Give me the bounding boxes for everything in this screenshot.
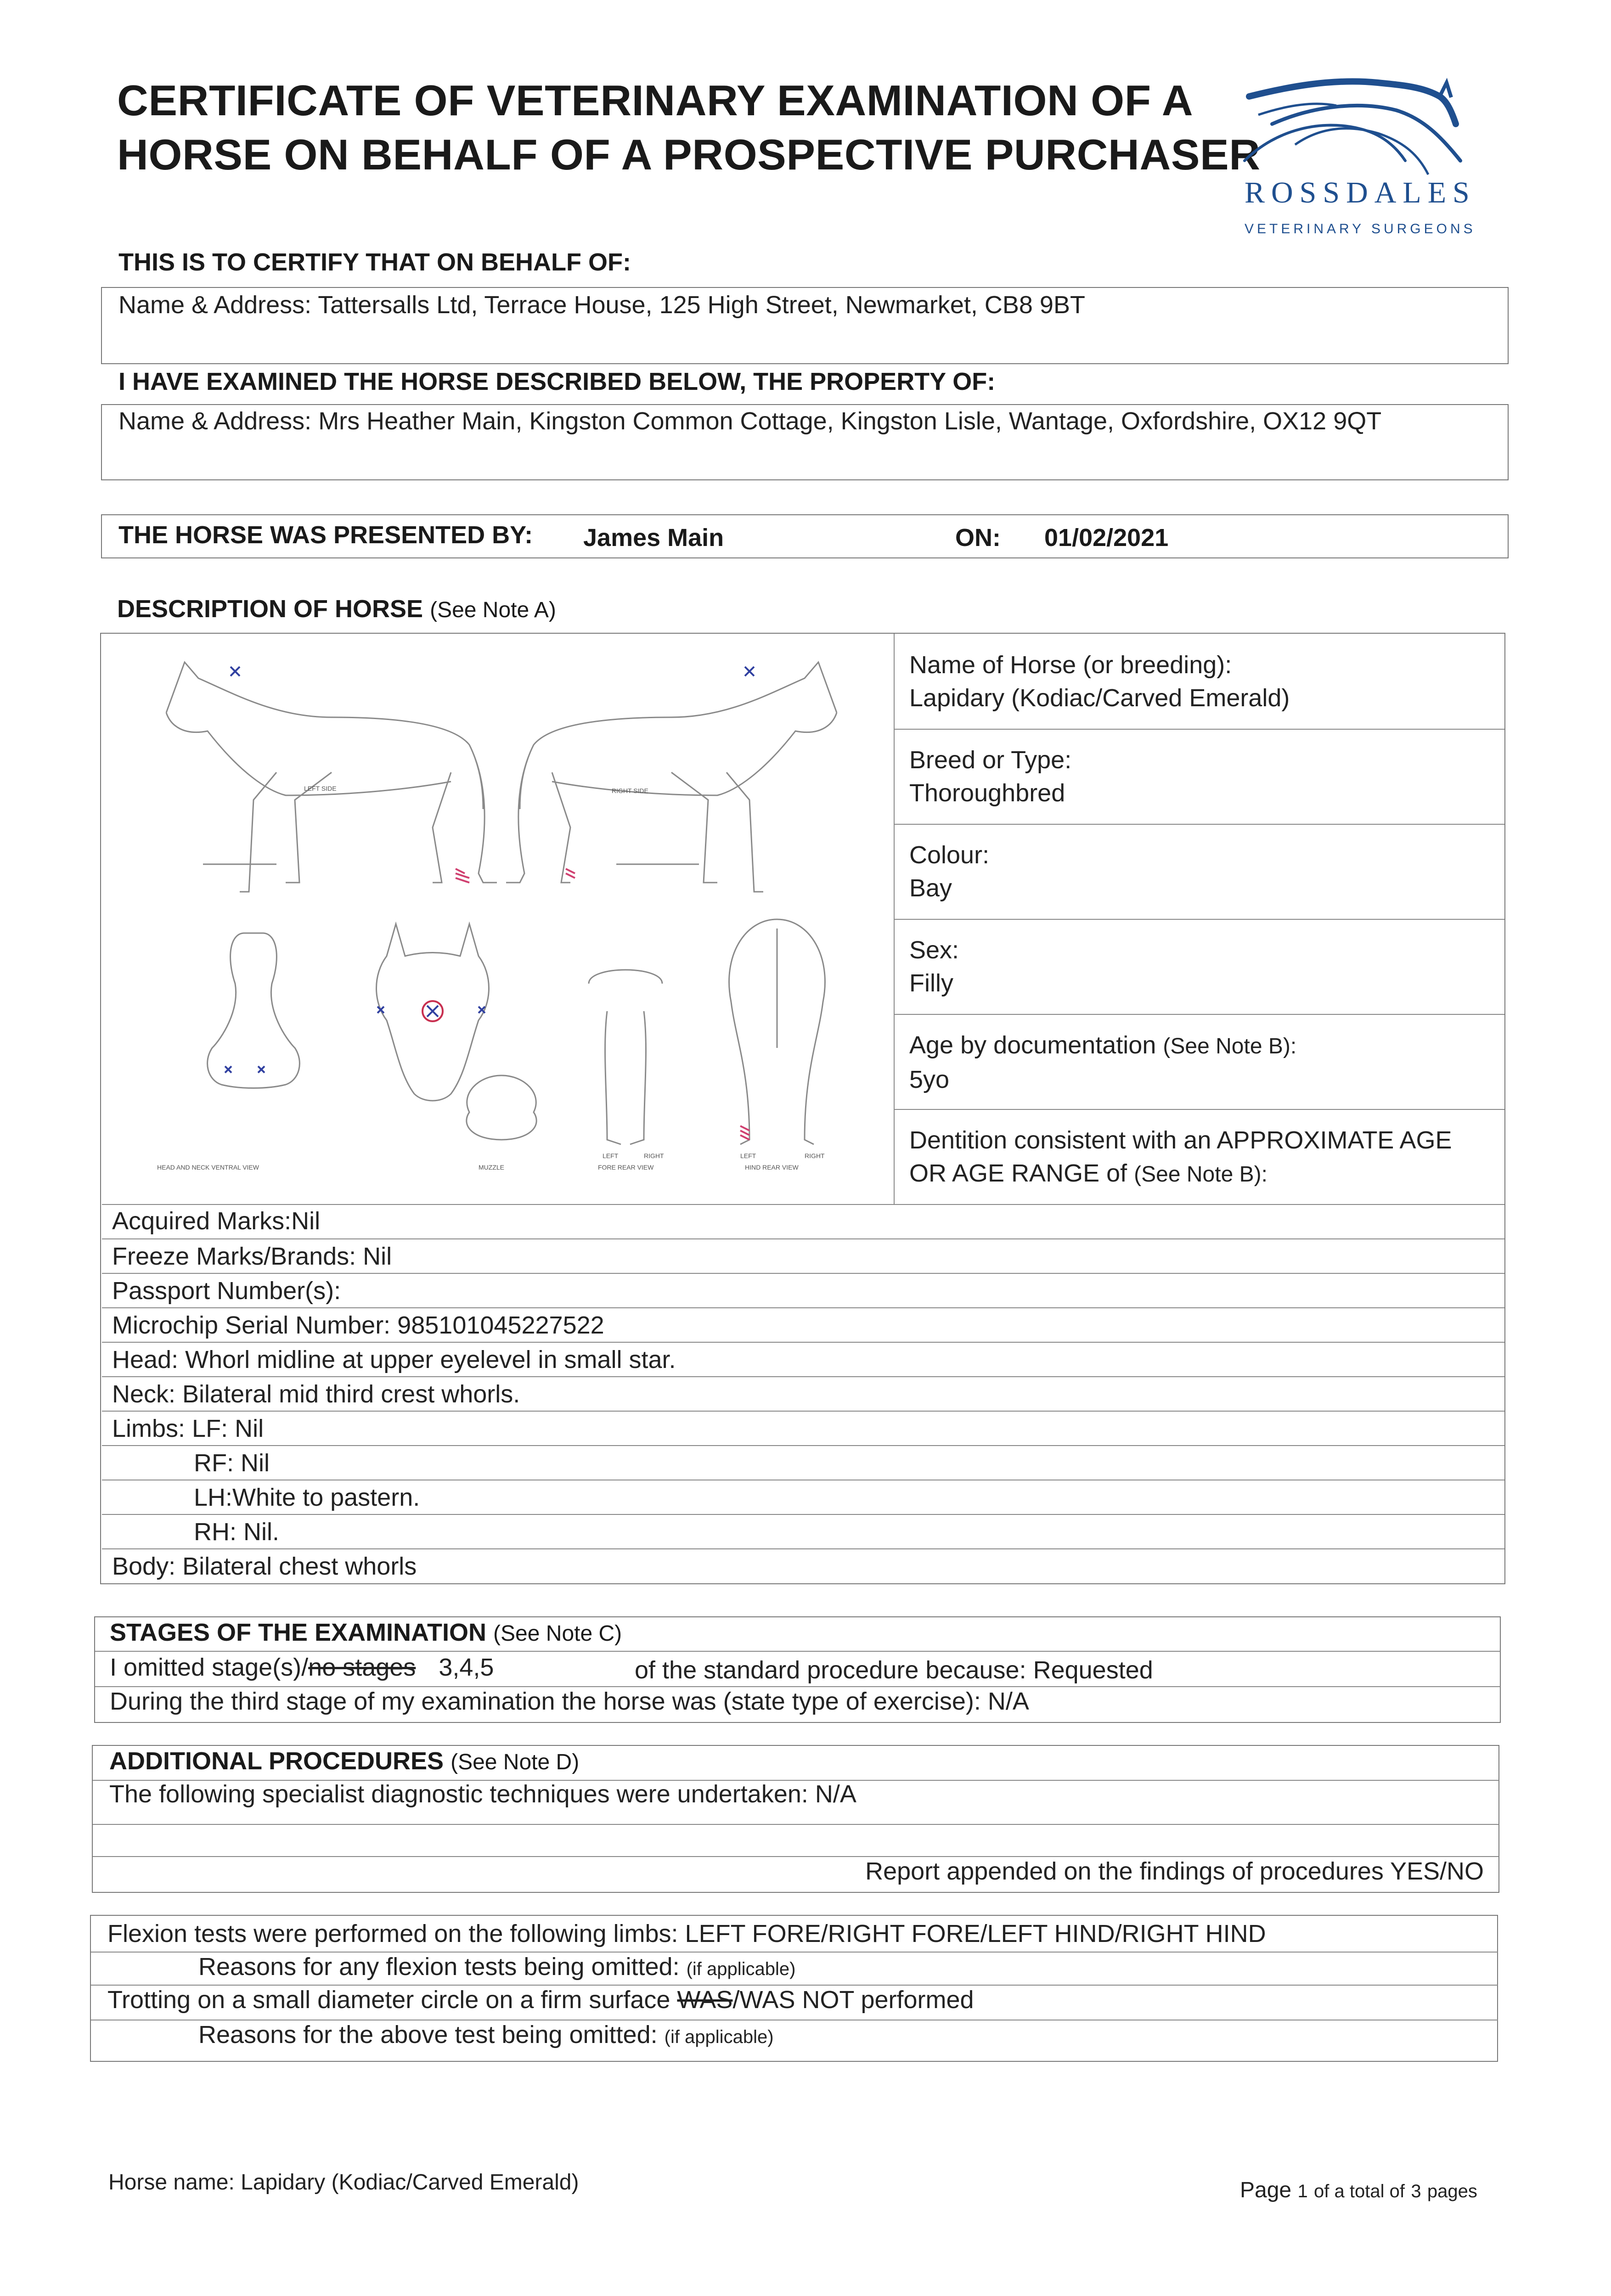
label-hind-left: LEFT xyxy=(740,1152,756,1159)
footer-horse-name: Horse name: Lapidary (Kodiac/Carved Emerald) xyxy=(108,2170,579,2195)
mark-text: RH: Nil. xyxy=(194,1518,279,1546)
additional-heading: ADDITIONAL PROCEDURES (See Note D) xyxy=(109,1747,580,1775)
presented-on-label: ON: xyxy=(955,524,1001,551)
presented-date: 01/02/2021 xyxy=(1044,524,1169,551)
rossdales-logo xyxy=(1231,69,1488,243)
horse-diagram xyxy=(102,635,894,1204)
trotting-line: Trotting on a small diameter circle on a firm surface WAS/WAS NOT performed xyxy=(107,1986,974,2014)
title-line-1: CERTIFICATE OF VETERINARY EXAMINATION OF A xyxy=(117,76,1194,124)
label-left-side: LEFT SIDE xyxy=(304,785,337,792)
mark-row xyxy=(102,1376,1504,1412)
mark-row xyxy=(102,1480,1504,1515)
logo-sub: VETERINARY SURGEONS xyxy=(1245,221,1476,236)
whorl-marks xyxy=(225,667,754,1073)
mark-text: Microchip Serial Number: 985101045227522 xyxy=(112,1311,604,1339)
trotting-omitted: Reasons for the above test being omitted: (if applicable) xyxy=(198,2021,774,2048)
additional-line1: The following specialist diagnostic techniques were undertaken: N/A xyxy=(109,1780,856,1808)
flexion-tests: Flexion tests were performed on the following limbs: LEFT FORE/RIGHT FORE/LEFT HIND/RIGHT HIND xyxy=(107,1920,1266,1947)
dentition-field: Dentition consistent with an APPROXIMATE AGE OR AGE RANGE of (See Note B): xyxy=(909,1126,1452,1187)
label-hind-rear: HIND REAR VIEW xyxy=(745,1164,799,1171)
stages-omitted-reason: of the standard procedure because: Requested xyxy=(635,1656,1153,1684)
flexion-omitted: Reasons for any flexion tests being omitted: (if applicable) xyxy=(198,1953,796,1981)
description-heading: DESCRIPTION OF HORSE (See Note A) xyxy=(117,595,556,623)
footer-page: Page 1 of a total of 3 pages xyxy=(1240,2178,1477,2202)
title-line-2: HORSE ON BEHALF OF A PROSPECTIVE PURCHASER xyxy=(117,130,1261,179)
mark-row xyxy=(102,1445,1504,1480)
additional-report: Report appended on the findings of procedures YES/NO xyxy=(865,1857,1484,1885)
mark-text: Body: Bilateral chest whorls xyxy=(112,1553,417,1580)
mark-row xyxy=(102,1548,1504,1584)
certify-box xyxy=(101,287,1509,364)
mark-row xyxy=(102,1307,1504,1343)
mark-text: Head: Whorl midline at upper eyelevel in small star. xyxy=(112,1346,676,1373)
flexion-box xyxy=(90,1915,1498,2062)
stages-box xyxy=(94,1616,1501,1723)
mark-row xyxy=(102,1273,1504,1308)
certify-address: Name & Address: Tattersalls Ltd, Terrace House, 125 High Street, Newmarket, CB8 9BT xyxy=(118,291,1085,319)
property-address: Name & Address: Mrs Heather Main, Kingston Common Cottage, Kingston Lisle, Wantage, Oxfordshire, OX12 9QT xyxy=(118,407,1382,435)
stages-omitted: I omitted stage(s)/no stages 3,4,5 xyxy=(110,1654,494,1681)
label-fore-right: RIGHT xyxy=(644,1152,664,1159)
mark-text: LH:White to pastern. xyxy=(194,1484,420,1511)
horse-outline-icon xyxy=(102,635,894,1204)
property-box xyxy=(101,404,1509,480)
label-hind-right: RIGHT xyxy=(805,1152,825,1159)
presented-by: James Main xyxy=(583,524,724,551)
horse-name-field: Name of Horse (or breeding): Lapidary (Kodiac/Carved Emerald) xyxy=(909,651,1290,712)
additional-box xyxy=(92,1745,1499,1893)
horse-logo-icon xyxy=(1231,69,1488,184)
mark-text: Freeze Marks/Brands: Nil xyxy=(112,1243,392,1270)
mark-row xyxy=(102,1204,1504,1238)
age-field: Age by documentation (See Note B): 5yo xyxy=(909,1031,1297,1093)
mark-row xyxy=(102,1238,1504,1274)
property-heading: I HAVE EXAMINED THE HORSE DESCRIBED BELOW, THE PROPERTY OF: xyxy=(118,368,996,395)
colour-field: Colour: Bay xyxy=(909,841,990,902)
presented-label: THE HORSE WAS PRESENTED BY: xyxy=(118,521,533,549)
label-muzzle: MUZZLE xyxy=(479,1164,504,1171)
mark-row xyxy=(102,1342,1504,1377)
label-right-side: RIGHT SIDE xyxy=(612,787,648,794)
stages-third: During the third stage of my examination the horse was (state type of exercise): N/A xyxy=(110,1688,1029,1715)
logo-name: ROSSDALES xyxy=(1245,176,1476,209)
presented-box xyxy=(101,514,1509,558)
label-head-neck: HEAD AND NECK VENTRAL VIEW xyxy=(157,1164,259,1171)
label-fore-rear: FORE REAR VIEW xyxy=(598,1164,654,1171)
sex-field: Sex: Filly xyxy=(909,936,959,997)
mark-text: Neck: Bilateral mid third crest whorls. xyxy=(112,1380,520,1408)
mark-text: Acquired Marks:Nil xyxy=(112,1207,321,1235)
mark-text: Limbs: LF: Nil xyxy=(112,1415,264,1442)
mark-text: Passport Number(s): xyxy=(112,1277,341,1305)
certify-heading: THIS IS TO CERTIFY THAT ON BEHALF OF: xyxy=(118,248,631,276)
mark-row xyxy=(102,1411,1504,1446)
breed-field: Breed or Type: Thoroughbred xyxy=(909,746,1072,807)
page-title xyxy=(117,73,1261,182)
white-pastern-marks xyxy=(456,869,749,1140)
stages-heading: STAGES OF THE EXAMINATION (See Note C) xyxy=(110,1619,622,1646)
mark-row xyxy=(102,1514,1504,1549)
mark-text: RF: Nil xyxy=(194,1449,270,1477)
label-fore-left: LEFT xyxy=(603,1152,619,1159)
